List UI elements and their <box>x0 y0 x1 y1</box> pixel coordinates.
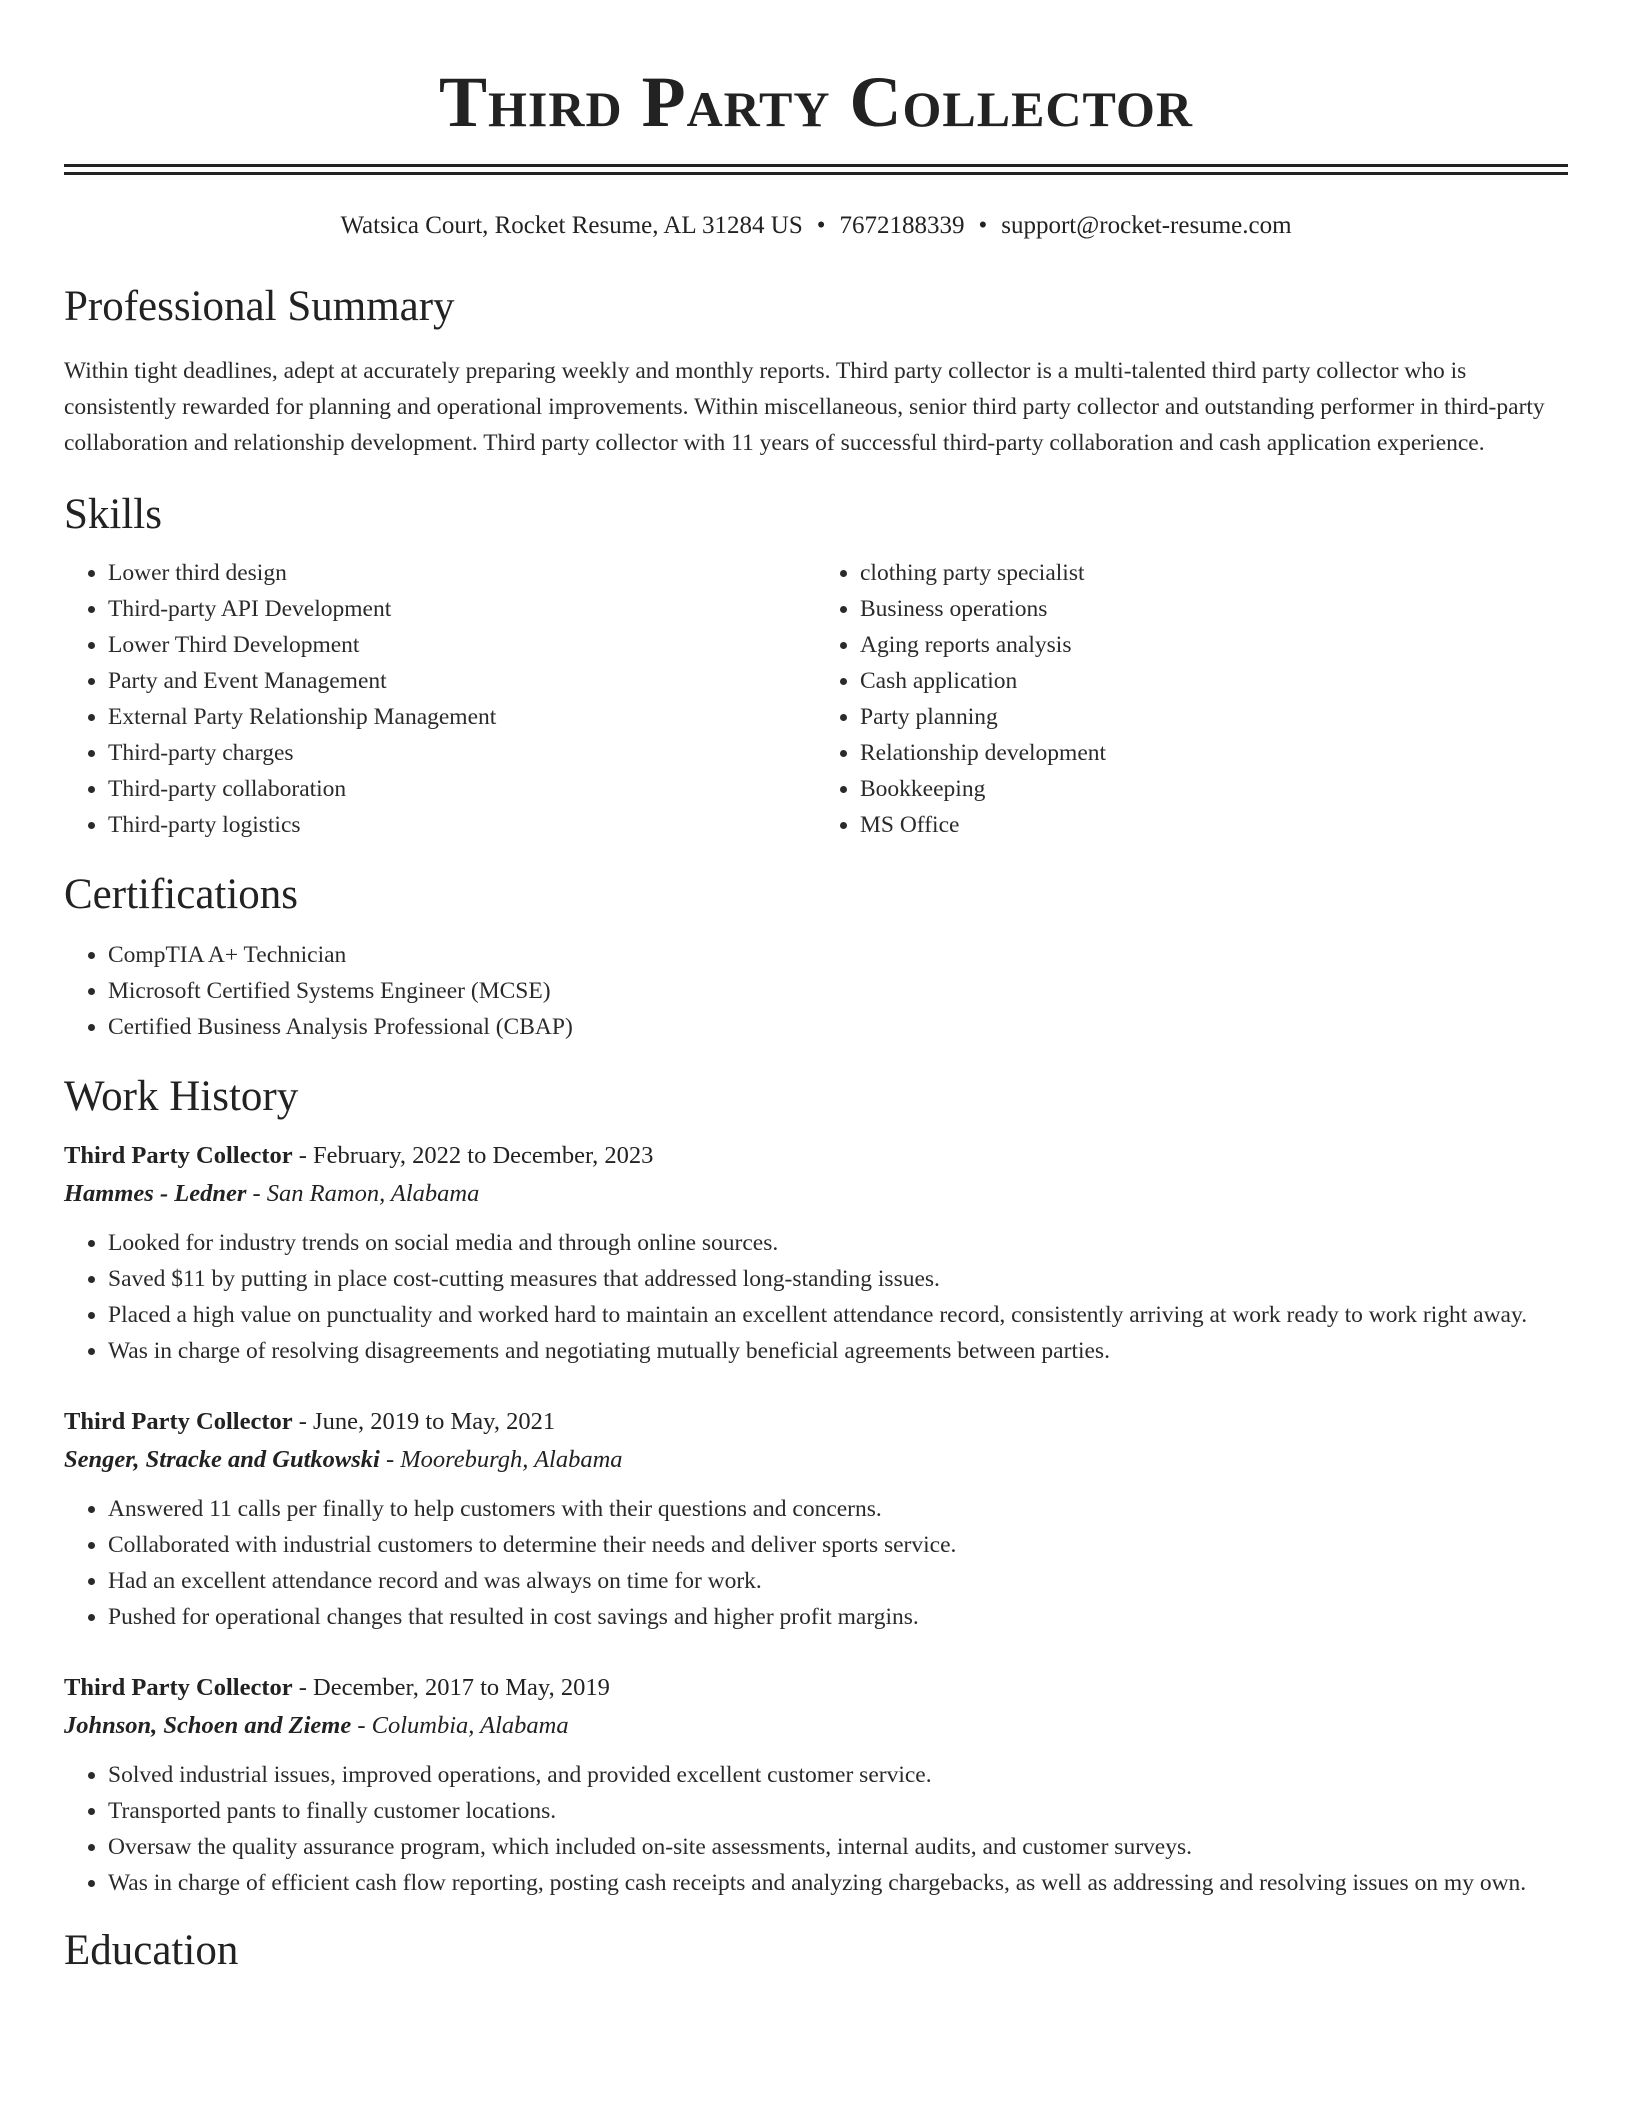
skill-item: • Lower Third Development <box>108 627 816 663</box>
job-bullet: • Answered 11 calls per finally to help customers with their questions and concerns. <box>108 1491 1568 1527</box>
certifications-list <box>64 937 1568 1045</box>
job-company-line <box>64 1175 1568 1213</box>
certification-item: • Microsoft Certified Systems Engineer (MCSE) <box>108 973 1568 1009</box>
job-entry <box>64 1403 1568 1635</box>
contact-line <box>64 211 1568 241</box>
skill-item: • Relationship development <box>860 735 1568 771</box>
skill-item: • Business operations <box>860 591 1568 627</box>
job-dates: - June, 2019 to May, 2021 <box>292 1408 556 1435</box>
job-company-line <box>64 1441 1568 1479</box>
certification-item: • CompTIA A+ Technician <box>108 937 1568 973</box>
contact-email: support@rocket-resume.com <box>1001 212 1292 239</box>
job-bullets <box>64 1757 1568 1901</box>
job-dates: - December, 2017 to May, 2019 <box>292 1674 610 1701</box>
job-title: Third Party Collector <box>64 1408 293 1435</box>
skills-list-left <box>64 555 816 843</box>
job-title: Third Party Collector <box>64 1142 293 1169</box>
job-bullet: • Looked for industry trends on social media and through online sources. <box>108 1225 1568 1261</box>
contact-address: Watsica Court, Rocket Resume, AL 31284 US <box>340 212 803 239</box>
skill-item: • Third-party logistics <box>108 807 816 843</box>
job-bullet: • Was in charge of efficient cash flow reporting, posting cash receipts and analyzing chargebacks, as well as addressing and resolving issues on my own. <box>108 1865 1568 1901</box>
contact-separator: • <box>978 212 988 239</box>
skill-item: • Lower third design <box>108 555 816 591</box>
education-heading: Education <box>64 1927 239 1974</box>
job-entry <box>64 1669 1568 1901</box>
job-title-line <box>64 1137 1568 1175</box>
resume-title: Third Party Collector <box>439 62 1193 142</box>
job-bullet: • Solved industrial issues, improved operations, and provided excellent customer service. <box>108 1757 1568 1793</box>
skill-item: • Third-party API Development <box>108 591 816 627</box>
job-title: Third Party Collector <box>64 1674 293 1701</box>
skills-heading: Skills <box>64 491 162 538</box>
job-dates: - February, 2022 to December, 2023 <box>292 1142 654 1169</box>
skill-item: • Cash application <box>860 663 1568 699</box>
skill-item: • Party and Event Management <box>108 663 816 699</box>
title-divider-bottom <box>64 172 1568 175</box>
skill-item: • Third-party collaboration <box>108 771 816 807</box>
skill-item: • Third-party charges <box>108 735 816 771</box>
skill-item: • External Party Relationship Management <box>108 699 816 735</box>
job-bullets <box>64 1491 1568 1635</box>
job-title-line <box>64 1669 1568 1707</box>
job-location: - Columbia, Alabama <box>351 1712 569 1739</box>
job-bullet: • Transported pants to finally customer locations. <box>108 1793 1568 1829</box>
skill-item: • MS Office <box>860 807 1568 843</box>
skill-item: • Aging reports analysis <box>860 627 1568 663</box>
contact-separator: • <box>816 212 826 239</box>
job-bullet: • Saved $11 by putting in place cost-cutting measures that addressed long-standing issues. <box>108 1261 1568 1297</box>
job-company: Senger, Stracke and Gutkowski <box>64 1446 380 1473</box>
summary-heading: Professional Summary <box>64 283 455 330</box>
job-bullet: • Was in charge of resolving disagreements and negotiating mutually beneficial agreements between parties. <box>108 1333 1568 1369</box>
skills-columns <box>64 555 1568 843</box>
job-location: - Mooreburgh, Alabama <box>379 1446 623 1473</box>
job-company: Johnson, Schoen and Zieme <box>64 1712 352 1739</box>
certifications-heading: Certifications <box>64 871 299 918</box>
contact-phone: 7672188339 <box>839 212 965 239</box>
certification-item: • Certified Business Analysis Professional (CBAP) <box>108 1009 1568 1045</box>
summary-text: Within tight deadlines, adept at accurately preparing weekly and monthly reports. Third party collector is a multi-talented third party collector who is consistently rewarded for planning and operational improvements. Within miscellaneous, senior third party collector and outstanding performer in third-party collaboration and relationship development. Third party collector with 11 years of successful third-party collaboration and cash application experience. <box>64 358 1545 456</box>
skill-item: • Party planning <box>860 699 1568 735</box>
job-entry <box>64 1137 1568 1369</box>
work-history-heading: Work History <box>64 1073 299 1120</box>
job-company: Hammes - Ledner <box>64 1180 247 1207</box>
job-bullets <box>64 1225 1568 1369</box>
job-company-line <box>64 1707 1568 1745</box>
job-location: - San Ramon, Alabama <box>246 1180 480 1207</box>
job-bullet: • Pushed for operational changes that resulted in cost savings and higher profit margins. <box>108 1599 1568 1635</box>
skill-item: • Bookkeeping <box>860 771 1568 807</box>
job-title-line <box>64 1403 1568 1441</box>
job-bullet: • Had an excellent attendance record and was always on time for work. <box>108 1563 1568 1599</box>
skills-list-right <box>816 555 1568 843</box>
job-bullet: • Collaborated with industrial customers to determine their needs and deliver sports service. <box>108 1527 1568 1563</box>
job-bullet: • Placed a high value on punctuality and worked hard to maintain an excellent attendance record, consistently arriving at work ready to work right away. <box>108 1297 1568 1333</box>
job-bullet: • Oversaw the quality assurance program, which included on-site assessments, internal audits, and customer surveys. <box>108 1829 1568 1865</box>
skill-item: • clothing party specialist <box>860 555 1568 591</box>
title-divider-top <box>64 164 1568 167</box>
